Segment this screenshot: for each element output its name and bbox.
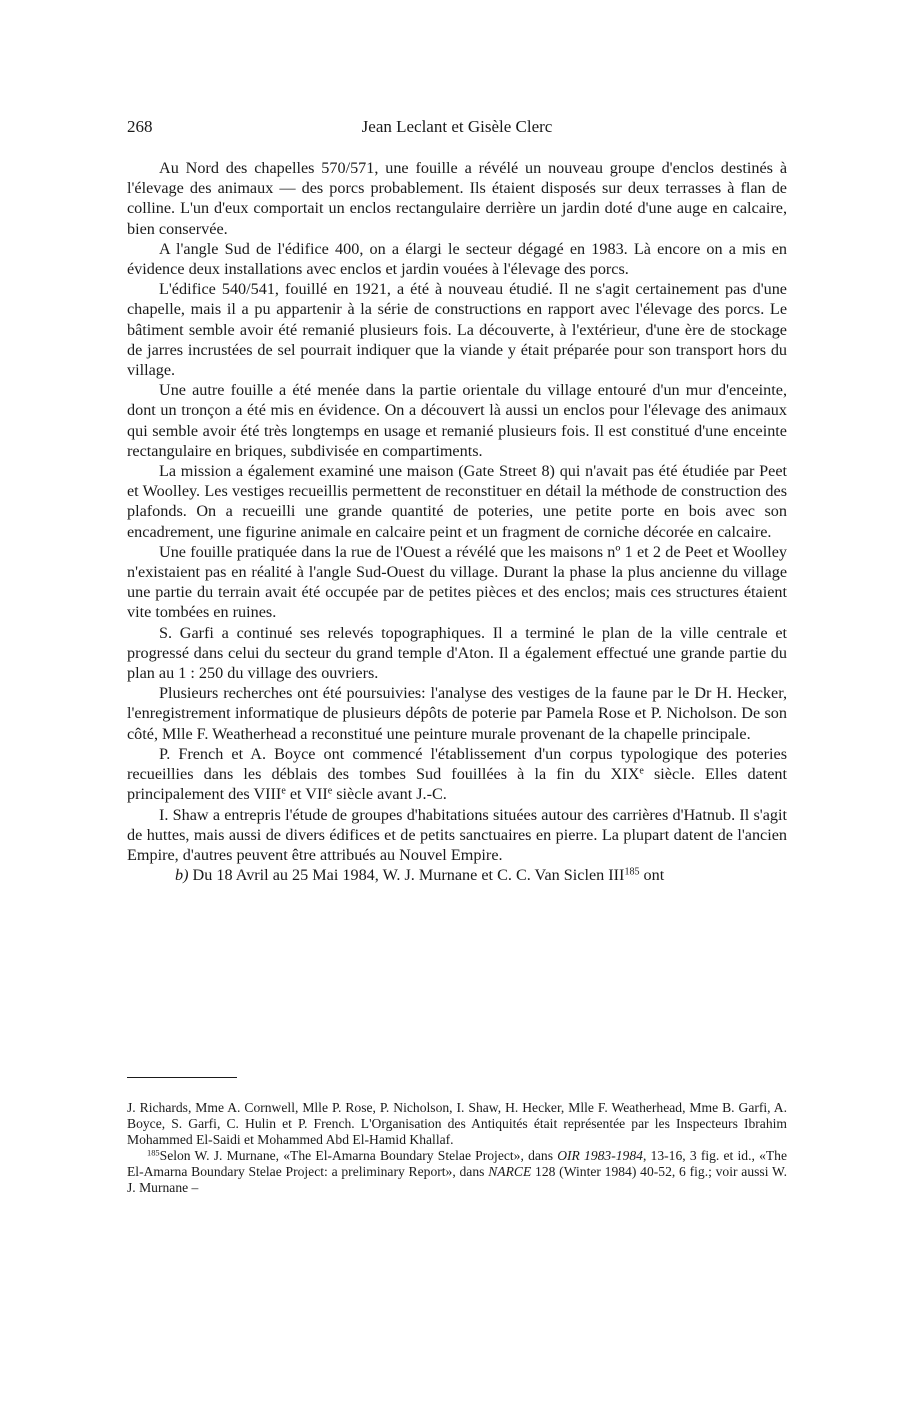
running-head: Jean Leclant et Gisèle Clerc xyxy=(361,117,553,136)
list-marker: b) xyxy=(175,866,189,885)
page-number: 268 xyxy=(127,117,153,136)
paragraph xyxy=(127,865,787,885)
paragraph: Au Nord des chapelles 570/571, une fouille a révélé un nouveau groupe d'enclos destinés à l'élevage des animaux — des porcs probablement. Ils étaient disposés sur deux terrasses à flan de colline. L'un d'eux comportait un enclos rectangulaire derrière un jardin doté d'une auge en calcaire, bien conservée. xyxy=(127,159,787,238)
citation-title: OIR 1983-1984 xyxy=(557,1148,643,1163)
citation-title: NARCE xyxy=(488,1164,532,1179)
paragraph xyxy=(127,744,787,805)
superscript: e xyxy=(281,785,286,797)
paragraph: Plusieurs recherches ont été poursuivies: l'analyse des vestiges de la faune par le Dr H. Hecker, l'enregistrement informatique de plusieurs dépôts de poterie par Pamela Rose et P. Nicholson. De son côté, Mlle F. Weatherhead a reconstitué une peinture murale provenant de la chapelle principale. xyxy=(127,684,787,743)
page-header xyxy=(127,115,787,139)
paragraph-text: et VII xyxy=(285,785,328,804)
footnote-number: 185 xyxy=(147,1147,160,1158)
paragraph: S. Garfi a continué ses relevés topographiques. Il a terminé le plan de la ville centrale et progressé dans celui du secteur du grand temple d'Aton. Il a également effectué une grande partie du plan au 1 : 250 du village des ouvriers. xyxy=(127,623,787,683)
footnote-text: , 13-16, 3 fig. et id., «The El-Amarna Boundary Stelae Project: a preliminary Report», dans xyxy=(127,1148,788,1179)
paragraph: L'édifice 540/541, fouillé en 1921, a été à nouveau étudié. Il ne s'agit certainement pas d'une chapelle, mais il a pu appartenir à la série de constructions en rapport avec l'élevage des porcs. Le bâtiment semble avoir été remanié plusieurs fois. La découverte, à l'extérieur, d'une ère de stockage de jarres incrustées de sel pourrait indiquer que la viande y était préparée pour son transport hors du village. xyxy=(127,280,787,380)
paragraph-text: siècle avant J.-C. xyxy=(332,785,447,804)
paragraph-text: siècle. Elles datent principalement des VIII xyxy=(127,765,787,804)
paragraph: La mission a également examiné une maison (Gate Street 8) qui n'avait pas été étudiée par Peet et Woolley. Les vestiges recueillis permettent de reconstituer en détail la méthode de construction des plafonds. On a recueilli une grande quantité de poteries, une petite porte en bois avec son encadrement, une figurine animale en calcaire peint et un fragment de corniche décorée en calcaire. xyxy=(127,462,787,541)
paragraph-text: Du 18 Avril au 25 Mai 1984, W. J. Murnane et C. C. Van Siclen III xyxy=(188,866,625,885)
superscript: e xyxy=(327,785,333,797)
footnote-continued: J. Richards, Mme A. Cornwell, Mlle P. Rose, P. Nicholson, I. Shaw, H. Hecker, Mlle F. Weatherhead, Mme B. Garfi, A. Boyce, S. Garfi, C. Hulin et P. French. L'Organisation des Antiquités était représentée par les Inspecteurs Ibrahim Mohammed El-Saidi et Mohammed Abd El-Hamid Khallaf. xyxy=(127,1100,787,1147)
footnote-text: Selon W. J. Murnane, «The El-Amarna Boundary Stelae Project», dans xyxy=(159,1148,558,1163)
footnote-separator xyxy=(127,1077,237,1078)
paragraph: Une fouille pratiquée dans la rue de l'Ouest a révélé que les maisons nº 1 et 2 de Peet et Woolley n'existaient pas en réalité à l'angle Sud-Ouest du village. Durant la phase la plus ancienne du village une partie du terrain avait été occupée par de petites pièces et des enclos; mais ces structures étaient vite tombées en ruines. xyxy=(127,542,787,622)
footnote-185 xyxy=(127,1148,787,1196)
paragraph: A l'angle Sud de l'édifice 400, on a élargi le secteur dégagé en 1983. Là encore on a mis en évidence deux installations avec enclos et jardin vouées à l'élevage des porcs. xyxy=(127,239,787,279)
footnotes xyxy=(127,1100,787,1196)
footnote-text: 128 (Winter 1984) 40-52, 6 fig.; voir aussi W. J. Murnane – xyxy=(127,1164,787,1195)
paragraph: I. Shaw a entrepris l'étude de groupes d'habitations situées autour des carrières d'Hatnub. Il s'agit de huttes, mais aussi de divers édifices et de petits sanctuaires en pierre. La plupart datent de l'ancien Empire, d'autres peuvent être attribués au Nouvel Empire. xyxy=(127,805,787,864)
main-text xyxy=(127,158,787,885)
paragraph-text: ont xyxy=(639,866,665,885)
footnote-reference[interactable]: 185 xyxy=(624,866,640,878)
paragraph: Une autre fouille a été menée dans la partie orientale du village entouré d'un mur d'enceinte, dont un tronçon a été mis en évidence. On a découvert là aussi un enclos pour l'élevage des animaux qui semble avoir été très longtemps en usage et remanié plusieurs fois. Il est constitué d'une enceinte rectangulaire en briques, subdivisée en compartiments. xyxy=(127,381,787,460)
superscript: e xyxy=(639,765,644,777)
paragraph-text: P. French et A. Boyce ont commencé l'établissement d'un corpus typologique des poteries recueillies dans les déblais des tombes Sud fouillées à la fin du XIX xyxy=(127,744,787,784)
